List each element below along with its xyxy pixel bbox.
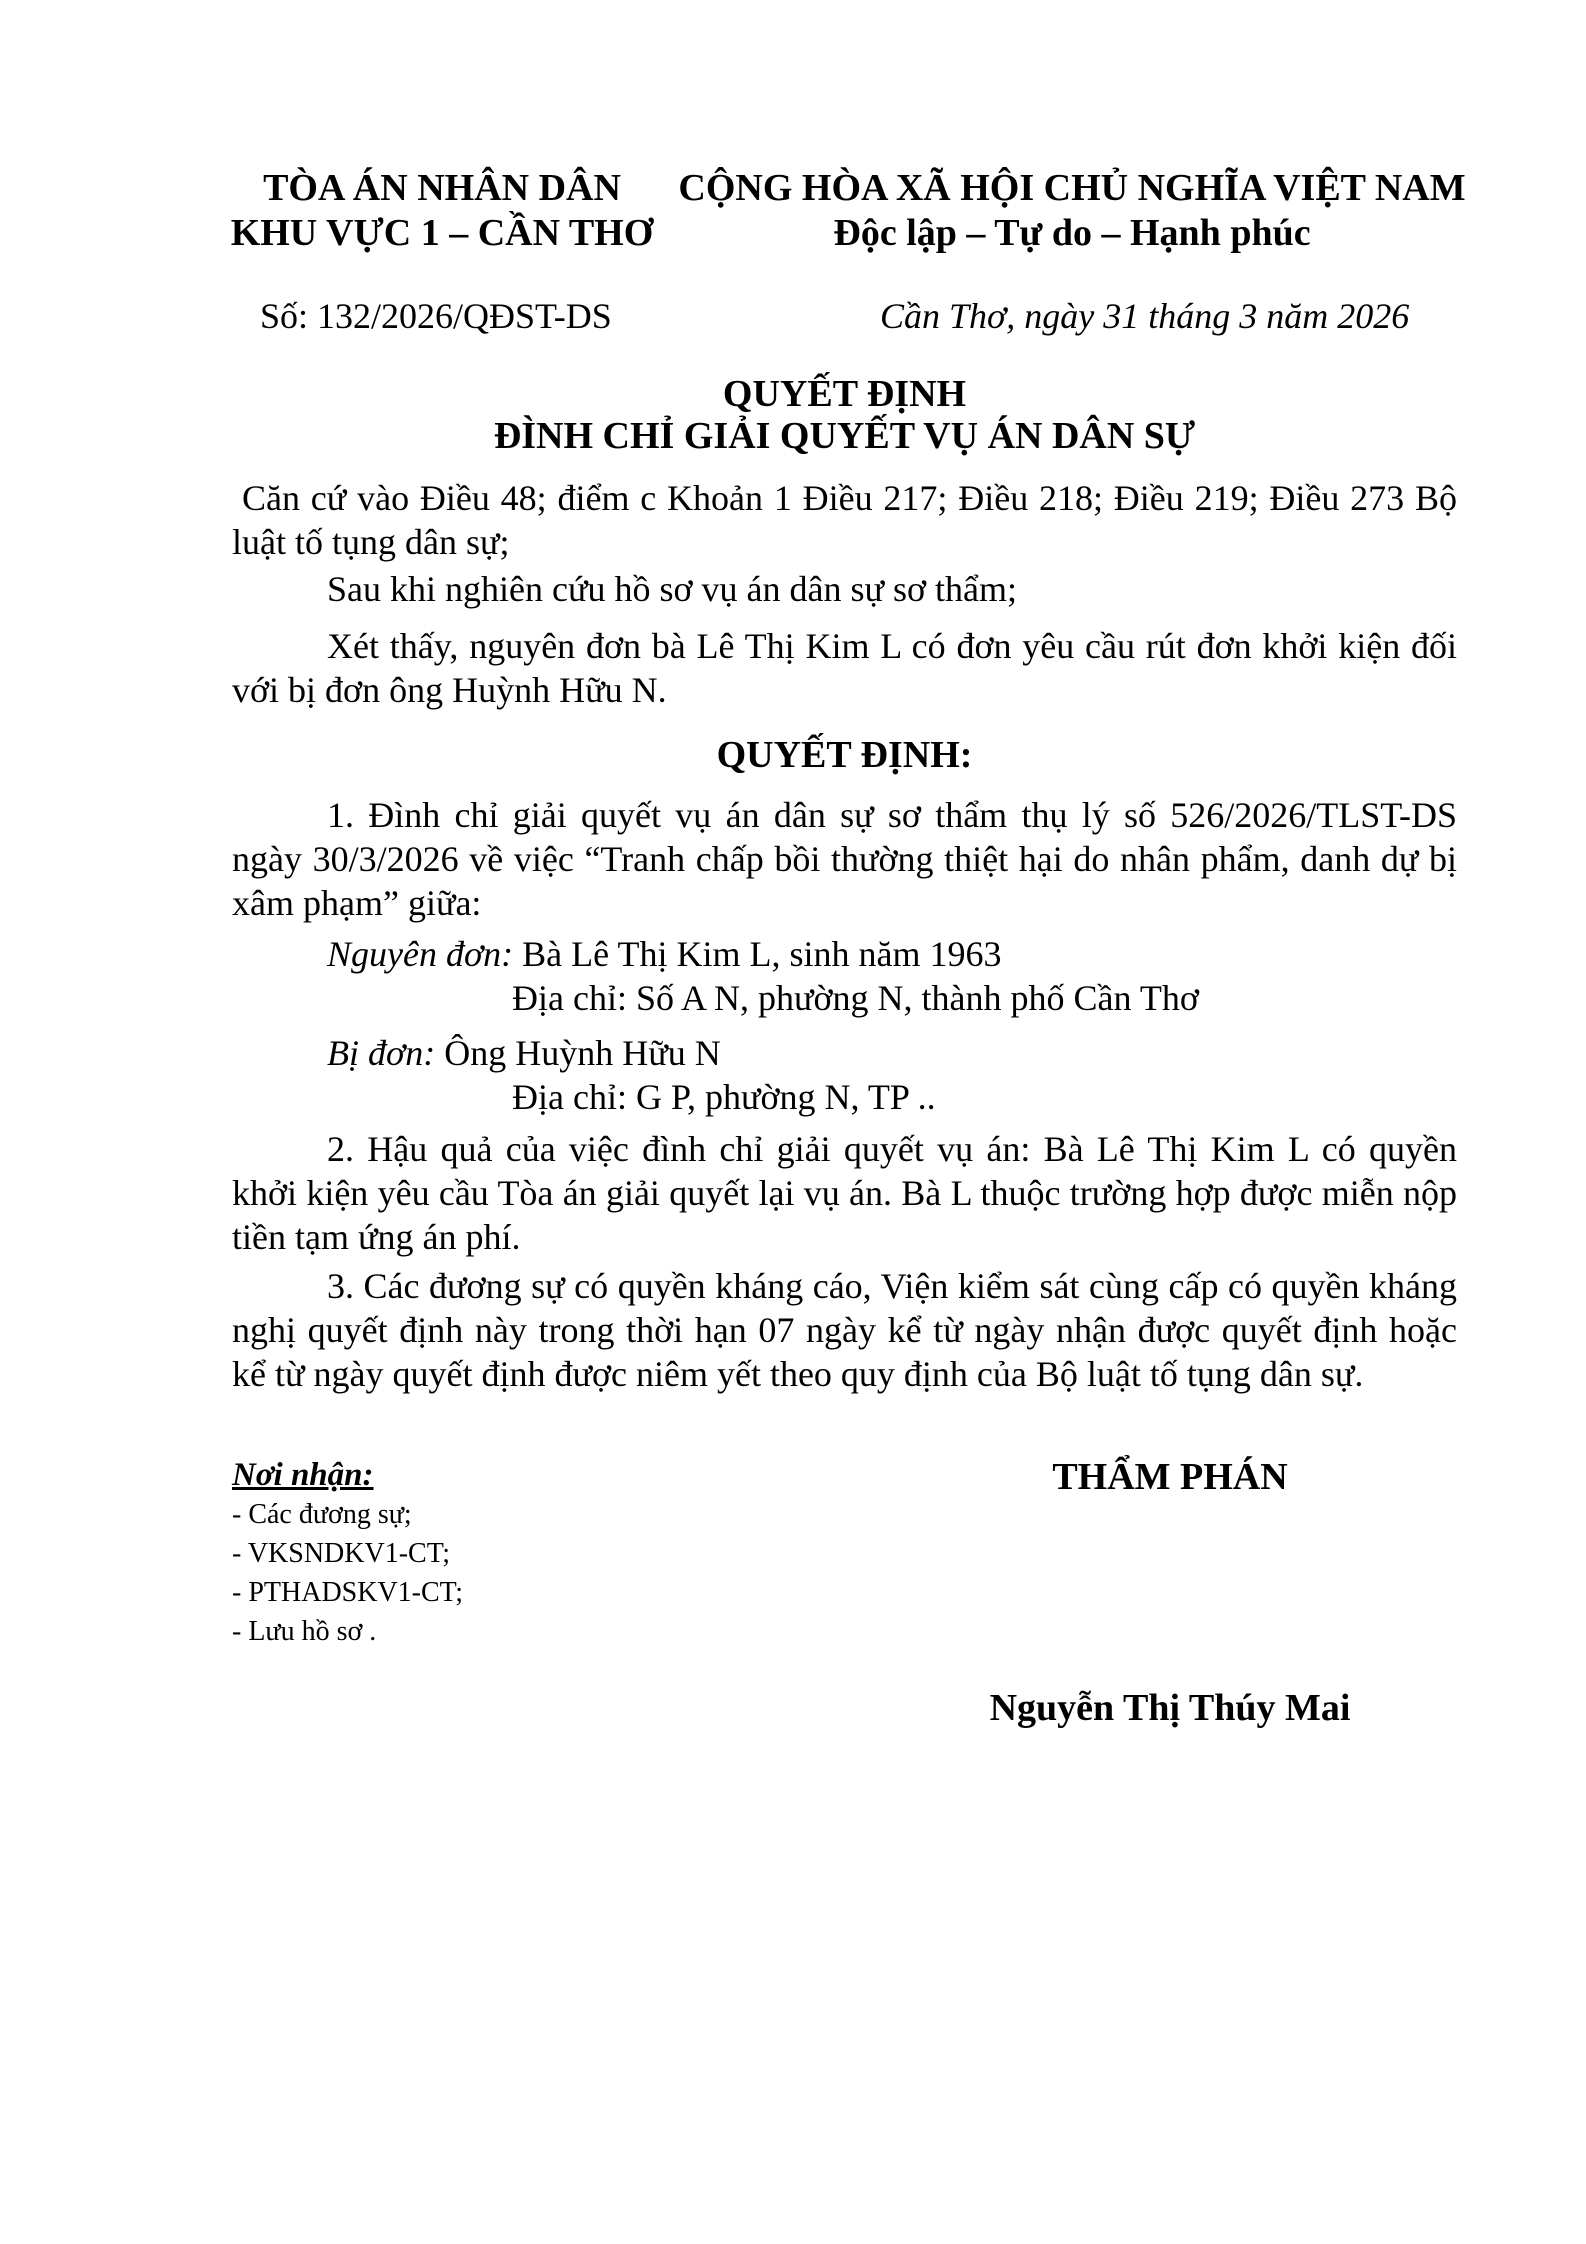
defendant-name: Ông Huỳnh Hữu N <box>435 1033 721 1073</box>
recipient-item: - Lưu hồ sơ . <box>232 1616 377 1647</box>
considering-paragraph: Xét thấy, nguyên đơn bà Lê Thị Kim L có đơn yêu cầu rút đơn khởi kiện đối với bị đơn ông Huỳnh Hữu N. <box>232 626 1457 710</box>
recipients-title: Nơi nhận: <box>232 1457 374 1493</box>
plaintiff-label: Nguyên đơn: <box>327 934 514 974</box>
decision-item-3: 3. Các đương sự có quyền kháng cáo, Viện kiểm sát cùng cấp có quyền kháng nghị quyết định này trong thời hạn 07 ngày kể từ ngày nhận được quyết định hoặc kể từ ngày quyết định được niêm yết theo quy định của Bộ luật tố tụng dân sự. <box>232 1266 1457 1394</box>
recipient-item: - VKSNDKV1-CT; <box>232 1538 451 1569</box>
decision-item-1: 1. Đình chỉ giải quyết vụ án dân sự sơ thẩm thụ lý số 526/2026/TLST-DS ngày 30/3/2026 về việc “Tranh chấp bồi thường thiệt hại do nhân phẩm, danh dự bị xâm phạm” giữa: <box>232 795 1457 923</box>
defendant-address: Địa chỉ: G P, phường N, TP .. <box>512 1077 936 1117</box>
signer-name: Nguyễn Thị Thúy Mai <box>989 1687 1351 1729</box>
recipient-item: - Các đương sự; <box>232 1499 412 1530</box>
plaintiff-name: Bà Lê Thị Kim L, sinh năm 1963 <box>513 934 1002 974</box>
document-subtitle: ĐÌNH CHỈ GIẢI QUYẾT VỤ ÁN DÂN SỰ <box>493 415 1196 457</box>
court-name-line2: KHU VỰC 1 – CẦN THƠ <box>230 212 654 254</box>
national-motto: Độc lập – Tự do – Hạnh phúc <box>833 212 1311 254</box>
after-study-paragraph: Sau khi nghiên cứu hồ sơ vụ án dân sự sơ thẩm; <box>327 569 1018 609</box>
decision-heading: QUYẾT ĐỊNH: <box>716 734 973 776</box>
decision-item-2: 2. Hậu quả của việc đình chỉ giải quyết vụ án: Bà Lê Thị Kim L có quyền khởi kiện yêu cầu Tòa án giải quyết lại vụ án. Bà L thuộc trường hợp được miễn nộp tiền tạm ứng án phí. <box>232 1129 1457 1257</box>
document-number: Số: 132/2026/QĐST-DS <box>260 296 612 336</box>
defendant-line <box>327 1031 721 1075</box>
legal-basis-paragraph: Căn cứ vào Điều 48; điểm c Khoản 1 Điều 217; Điều 218; Điều 219; Điều 273 Bộ luật tố tụng dân sự; <box>232 478 1457 562</box>
court-name-line1: TÒA ÁN NHÂN DÂN <box>263 167 621 209</box>
place-and-date: Cần Thơ, ngày 31 tháng 3 năm 2026 <box>880 296 1410 336</box>
document-title: QUYẾT ĐỊNH <box>722 373 967 415</box>
plaintiff-line <box>327 932 1001 976</box>
plaintiff-address: Địa chỉ: Số A N, phường N, thành phố Cần Thơ <box>512 978 1199 1018</box>
signer-title: THẨM PHÁN <box>1052 1456 1288 1498</box>
national-title: CỘNG HÒA XÃ HỘI CHỦ NGHĨA VIỆT NAM <box>678 167 1466 209</box>
defendant-label: Bị đơn: <box>327 1033 436 1073</box>
recipient-item: - PTHADSKV1-CT; <box>232 1577 464 1608</box>
